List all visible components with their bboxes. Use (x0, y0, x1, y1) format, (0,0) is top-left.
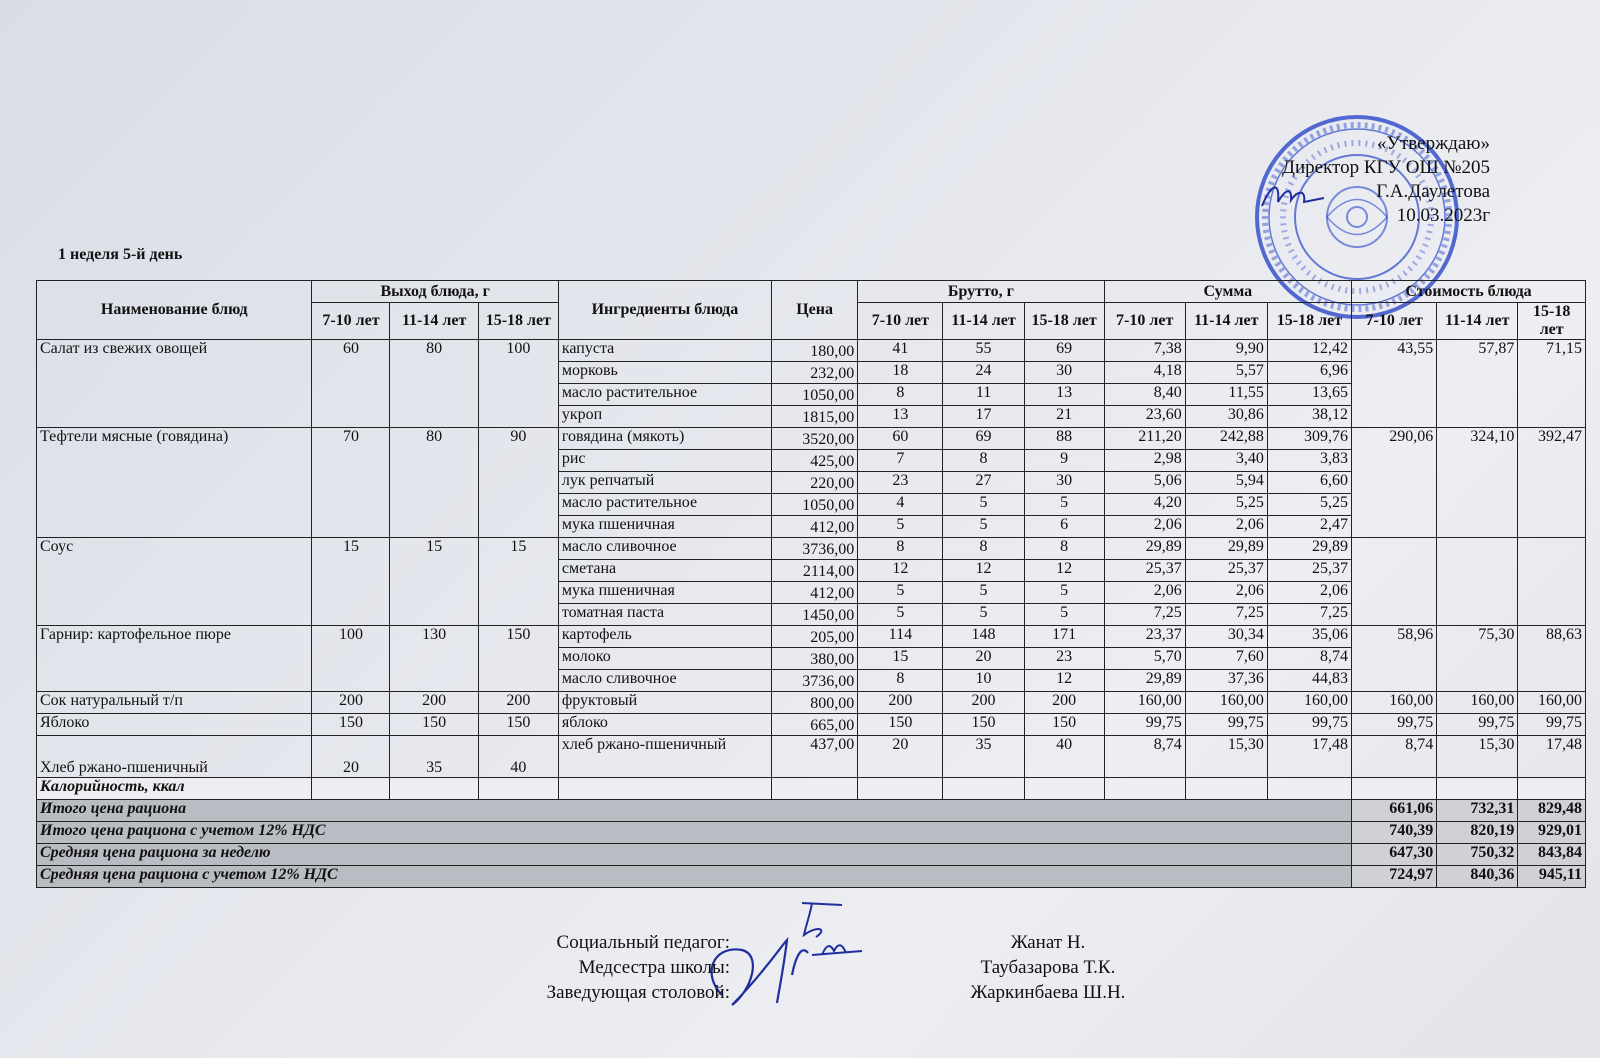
ingredient-gross: 5 (1024, 494, 1104, 516)
dish-name: Соус (37, 538, 312, 626)
role-school-nurse: Медсестра школы: (578, 957, 730, 978)
ingredient-gross: 21 (1024, 406, 1104, 428)
header-age-3: 15-18 лет (1267, 303, 1351, 340)
ingredient-name: масло сливочное (558, 538, 771, 560)
total-label: Итого цена рациона с учетом 12% НДС (37, 822, 1352, 844)
table-row (37, 538, 1586, 560)
ingredient-sum: 242,88 (1185, 428, 1267, 450)
ingredient-name: капуста (558, 340, 771, 362)
total-row (37, 800, 1586, 822)
ingredient-sum: 5,94 (1185, 472, 1267, 494)
ingredient-sum: 12,42 (1267, 340, 1351, 362)
ingredient-gross: 35 (943, 736, 1024, 778)
ingredient-sum: 44,83 (1267, 670, 1351, 692)
ingredient-gross: 5 (943, 494, 1024, 516)
ingredient-price: 1815,00 (771, 406, 857, 428)
calories-cell (1518, 778, 1586, 800)
dish-output: 20 (312, 736, 390, 778)
ingredient-sum: 29,89 (1185, 538, 1267, 560)
ingredient-gross: 5 (858, 516, 943, 538)
ingredient-name: укроп (558, 406, 771, 428)
ingredient-sum: 6,96 (1267, 362, 1351, 384)
ingredient-price: 1050,00 (771, 494, 857, 516)
header-age-1: 7-10 лет (1104, 303, 1185, 340)
ingredient-sum: 29,89 (1104, 538, 1185, 560)
approval-title: «Утверждаю» (1377, 133, 1490, 154)
header-age-2: 11-14 лет (943, 303, 1024, 340)
dish-output: 15 (478, 538, 558, 626)
ingredient-price: 2114,00 (771, 560, 857, 582)
dish-cost: 71,15 (1518, 340, 1586, 428)
total-value: 647,30 (1352, 844, 1437, 866)
ingredient-price: 3736,00 (771, 538, 857, 560)
ingredient-name: молоко (558, 648, 771, 670)
dish-output: 200 (478, 692, 558, 714)
ingredient-sum: 4,20 (1104, 494, 1185, 516)
dish-name: Сок натуральный т/п (37, 692, 312, 714)
dish-output: 15 (312, 538, 390, 626)
ingredient-sum: 3,83 (1267, 450, 1351, 472)
dish-output: 100 (478, 340, 558, 428)
ingredient-price: 412,00 (771, 582, 857, 604)
ingredient-sum: 23,37 (1104, 626, 1185, 648)
ingredient-sum: 5,57 (1185, 362, 1267, 384)
dish-cost: 43,55 (1352, 340, 1437, 428)
ingredient-sum: 160,00 (1185, 692, 1267, 714)
ingredient-gross: 17 (943, 406, 1024, 428)
dish-output: 15 (390, 538, 478, 626)
dish-cost: 17,48 (1518, 736, 1586, 778)
calories-cell (478, 778, 558, 800)
ingredient-sum: 7,38 (1104, 340, 1185, 362)
calories-cell (390, 778, 478, 800)
week-day-label: 1 неделя 5-й день (58, 246, 183, 263)
dish-output: 200 (390, 692, 478, 714)
dish-output: 90 (478, 428, 558, 538)
header-ingredients: Ингредиенты блюда (558, 281, 771, 340)
dish-name: Гарнир: картофельное пюре (37, 626, 312, 692)
ingredient-name: мука пшеничная (558, 516, 771, 538)
header-age-3: 15-18 лет (1518, 303, 1586, 340)
ingredient-gross: 24 (943, 362, 1024, 384)
ingredient-gross: 12 (1024, 670, 1104, 692)
dish-cost: 75,30 (1437, 626, 1518, 692)
dish-name: Салат из свежих овощей (37, 340, 312, 428)
table-row (37, 340, 1586, 362)
dish-output: 70 (312, 428, 390, 538)
ingredient-gross: 27 (943, 472, 1024, 494)
dish-cost: 160,00 (1518, 692, 1586, 714)
calories-cell (1024, 778, 1104, 800)
ingredient-gross: 7 (858, 450, 943, 472)
ingredient-price: 232,00 (771, 362, 857, 384)
menu-table (36, 280, 1586, 888)
ingredient-sum: 23,60 (1104, 406, 1185, 428)
dish-output: 130 (390, 626, 478, 692)
ingredient-gross: 20 (943, 648, 1024, 670)
ingredient-gross: 148 (943, 626, 1024, 648)
ingredient-gross: 200 (943, 692, 1024, 714)
ingredient-gross: 8 (858, 670, 943, 692)
ingredient-sum: 211,20 (1104, 428, 1185, 450)
ingredient-price: 800,00 (771, 692, 857, 714)
ingredient-gross: 13 (858, 406, 943, 428)
ingredient-gross: 55 (943, 340, 1024, 362)
header-age-1: 7-10 лет (1352, 303, 1437, 340)
dish-cost: 99,75 (1437, 714, 1518, 736)
ingredient-sum: 2,06 (1267, 582, 1351, 604)
ingredient-sum: 2,06 (1104, 516, 1185, 538)
director-signature-icon (1258, 178, 1328, 214)
total-row (37, 844, 1586, 866)
ingredient-gross: 12 (1024, 560, 1104, 582)
ingredient-sum: 5,70 (1104, 648, 1185, 670)
total-label: Средняя цена рациона с учетом 12% НДС (37, 866, 1352, 888)
ingredient-gross: 13 (1024, 384, 1104, 406)
header-cost: Стоимость блюда (1352, 281, 1586, 303)
ingredient-sum: 13,65 (1267, 384, 1351, 406)
total-value: 732,31 (1437, 800, 1518, 822)
total-value: 750,32 (1437, 844, 1518, 866)
ingredient-sum: 7,60 (1185, 648, 1267, 670)
ingredient-name: морковь (558, 362, 771, 384)
ingredient-gross: 5 (943, 516, 1024, 538)
dish-cost: 99,75 (1518, 714, 1586, 736)
calories-cell (1185, 778, 1267, 800)
dish-output: 150 (312, 714, 390, 736)
ingredient-gross: 20 (858, 736, 943, 778)
header-age-2: 11-14 лет (1437, 303, 1518, 340)
ingredient-gross: 30 (1024, 472, 1104, 494)
ingredient-gross: 150 (943, 714, 1024, 736)
ingredient-sum: 99,75 (1267, 714, 1351, 736)
ingredient-sum: 7,25 (1104, 604, 1185, 626)
dish-cost: 160,00 (1352, 692, 1437, 714)
name-school-nurse: Таубазарова Т.К. (980, 957, 1116, 978)
dish-output: 150 (390, 714, 478, 736)
ingredient-sum: 3,40 (1185, 450, 1267, 472)
total-label: Средняя цена рациона за неделю (37, 844, 1352, 866)
ingredient-sum: 2,47 (1267, 516, 1351, 538)
ingredient-gross: 5 (1024, 604, 1104, 626)
ingredient-gross: 11 (943, 384, 1024, 406)
ingredient-gross: 12 (943, 560, 1024, 582)
dish-cost: 99,75 (1352, 714, 1437, 736)
ingredient-gross: 6 (1024, 516, 1104, 538)
ingredient-gross: 200 (858, 692, 943, 714)
total-row (37, 866, 1586, 888)
header-output: Выход блюда, г (312, 281, 558, 303)
footer-names (938, 930, 1158, 1005)
total-value: 820,19 (1437, 822, 1518, 844)
ingredient-price: 412,00 (771, 516, 857, 538)
ingredient-price: 180,00 (771, 340, 857, 362)
total-value: 929,01 (1518, 822, 1586, 844)
header-age-3: 15-18 лет (1024, 303, 1104, 340)
dish-cost: 290,06 (1352, 428, 1437, 538)
ingredient-gross: 69 (1024, 340, 1104, 362)
table-row (37, 714, 1586, 736)
dish-cost (1437, 538, 1518, 626)
ingredient-gross: 171 (1024, 626, 1104, 648)
total-value: 724,97 (1352, 866, 1437, 888)
ingredient-sum: 160,00 (1104, 692, 1185, 714)
ingredient-sum: 29,89 (1104, 670, 1185, 692)
dish-output: 80 (390, 428, 478, 538)
ingredient-sum: 6,60 (1267, 472, 1351, 494)
calories-cell (771, 778, 857, 800)
ingredient-name: масло растительное (558, 494, 771, 516)
ingredient-gross: 10 (943, 670, 1024, 692)
approval-position: Директор КГУ ОШ №205 (1282, 157, 1490, 178)
ingredient-name: картофель (558, 626, 771, 648)
ingredient-gross: 69 (943, 428, 1024, 450)
ingredient-gross: 8 (1024, 538, 1104, 560)
header-age-2: 11-14 лет (1185, 303, 1267, 340)
ingredient-gross: 18 (858, 362, 943, 384)
ingredient-name: масло сливочное (558, 670, 771, 692)
dish-output: 100 (312, 626, 390, 692)
dish-output: 150 (478, 714, 558, 736)
calories-cell (312, 778, 390, 800)
table-row (37, 736, 1586, 778)
ingredient-gross: 5 (858, 604, 943, 626)
dish-cost: 15,30 (1437, 736, 1518, 778)
ingredient-name: лук репчатый (558, 472, 771, 494)
dish-cost: 57,87 (1437, 340, 1518, 428)
ingredient-name: мука пшеничная (558, 582, 771, 604)
header-sum: Сумма (1104, 281, 1351, 303)
ingredient-sum: 25,37 (1104, 560, 1185, 582)
table-row (37, 428, 1586, 450)
ingredient-price: 1450,00 (771, 604, 857, 626)
ingredient-sum: 17,48 (1267, 736, 1351, 778)
ingredient-gross: 60 (858, 428, 943, 450)
ingredient-gross: 30 (1024, 362, 1104, 384)
ingredient-gross: 23 (1024, 648, 1104, 670)
total-value: 740,39 (1352, 822, 1437, 844)
header-gross: Брутто, г (858, 281, 1104, 303)
ingredient-sum: 5,06 (1104, 472, 1185, 494)
ingredient-gross: 15 (858, 648, 943, 670)
ingredient-sum: 9,90 (1185, 340, 1267, 362)
total-value: 661,06 (1352, 800, 1437, 822)
ingredient-sum: 35,06 (1267, 626, 1351, 648)
ingredient-price: 3736,00 (771, 670, 857, 692)
dish-output: 60 (312, 340, 390, 428)
name-canteen-head: Жаркинбаева Ш.Н. (970, 982, 1126, 1003)
ingredient-gross: 41 (858, 340, 943, 362)
calories-row (37, 778, 1586, 800)
total-value: 840,36 (1437, 866, 1518, 888)
ingredient-gross: 8 (858, 538, 943, 560)
header-age-2: 11-14 лет (390, 303, 478, 340)
ingredient-price: 425,00 (771, 450, 857, 472)
header-age-1: 7-10 лет (312, 303, 390, 340)
calories-cell (943, 778, 1024, 800)
ingredient-name: масло растительное (558, 384, 771, 406)
ingredient-sum: 29,89 (1267, 538, 1351, 560)
ingredient-sum: 30,86 (1185, 406, 1267, 428)
ingredient-sum: 25,37 (1185, 560, 1267, 582)
footer-roles (460, 930, 730, 1005)
ingredient-name: хлеб ржано-пшеничный (558, 736, 771, 778)
total-value: 843,84 (1518, 844, 1586, 866)
ingredient-sum: 5,25 (1267, 494, 1351, 516)
dish-cost: 160,00 (1437, 692, 1518, 714)
ingredient-price: 220,00 (771, 472, 857, 494)
ingredient-gross: 5 (1024, 582, 1104, 604)
header-price: Цена (771, 281, 857, 340)
ingredient-sum: 2,06 (1104, 582, 1185, 604)
header-age-3: 15-18 лет (478, 303, 558, 340)
ingredient-gross: 200 (1024, 692, 1104, 714)
dish-cost: 88,63 (1518, 626, 1586, 692)
dish-output: 35 (390, 736, 478, 778)
dish-output: 40 (478, 736, 558, 778)
ingredient-sum: 37,36 (1185, 670, 1267, 692)
header-age-1: 7-10 лет (858, 303, 943, 340)
ingredient-gross: 8 (943, 450, 1024, 472)
approval-director-name: Г.А.Даулетова (1376, 181, 1490, 202)
ingredient-sum: 15,30 (1185, 736, 1267, 778)
total-value: 945,11 (1518, 866, 1586, 888)
ingredient-sum: 4,18 (1104, 362, 1185, 384)
ingredient-price: 205,00 (771, 626, 857, 648)
dish-name: Яблоко (37, 714, 312, 736)
table-row (37, 626, 1586, 648)
total-row (37, 822, 1586, 844)
ingredient-sum: 8,40 (1104, 384, 1185, 406)
calories-cell (858, 778, 943, 800)
dish-cost: 58,96 (1352, 626, 1437, 692)
ingredient-gross: 4 (858, 494, 943, 516)
approval-date: 10.03.2023г (1396, 205, 1490, 226)
ingredient-price: 1050,00 (771, 384, 857, 406)
total-value: 829,48 (1518, 800, 1586, 822)
ingredient-gross: 150 (858, 714, 943, 736)
calories-cell (558, 778, 771, 800)
ingredient-price: 3520,00 (771, 428, 857, 450)
ingredient-gross: 23 (858, 472, 943, 494)
ingredient-sum: 5,25 (1185, 494, 1267, 516)
ingredient-sum: 7,25 (1267, 604, 1351, 626)
calories-cell (1352, 778, 1437, 800)
ingredient-sum: 38,12 (1267, 406, 1351, 428)
dish-name: Тефтели мясные (говядина) (37, 428, 312, 538)
header-dish-name: Наименование блюд (37, 281, 312, 340)
ingredient-price: 665,00 (771, 714, 857, 736)
ingredient-gross: 5 (943, 604, 1024, 626)
dish-output: 200 (312, 692, 390, 714)
ingredient-gross: 5 (858, 582, 943, 604)
dish-cost (1352, 538, 1437, 626)
ingredient-gross: 114 (858, 626, 943, 648)
ingredient-sum: 7,25 (1185, 604, 1267, 626)
ingredient-sum: 2,06 (1185, 582, 1267, 604)
ingredient-gross: 5 (943, 582, 1024, 604)
role-canteen-head: Заведующая столовой: (546, 982, 730, 1003)
ingredient-name: томатная паста (558, 604, 771, 626)
ingredient-name: говядина (мякоть) (558, 428, 771, 450)
dish-output: 150 (478, 626, 558, 692)
ingredient-sum: 160,00 (1267, 692, 1351, 714)
ingredient-gross: 8 (858, 384, 943, 406)
calories-label: Калорийность, ккал (37, 778, 312, 800)
ingredient-sum: 8,74 (1104, 736, 1185, 778)
ingredient-sum: 30,34 (1185, 626, 1267, 648)
ingredient-sum: 309,76 (1267, 428, 1351, 450)
dish-cost: 8,74 (1352, 736, 1437, 778)
ingredient-sum: 8,74 (1267, 648, 1351, 670)
ingredient-gross: 8 (943, 538, 1024, 560)
role-social-pedagogue: Социальный педагог: (556, 932, 730, 953)
ingredient-price: 380,00 (771, 648, 857, 670)
ingredient-gross: 150 (1024, 714, 1104, 736)
table-row (37, 692, 1586, 714)
ingredient-gross: 88 (1024, 428, 1104, 450)
total-label: Итого цена рациона (37, 800, 1352, 822)
dish-cost (1518, 538, 1586, 626)
ingredient-sum: 2,98 (1104, 450, 1185, 472)
dish-cost: 392,47 (1518, 428, 1586, 538)
ingredient-gross: 12 (858, 560, 943, 582)
ingredient-sum: 25,37 (1267, 560, 1351, 582)
dish-output: 80 (390, 340, 478, 428)
ingredient-name: рис (558, 450, 771, 472)
calories-cell (1437, 778, 1518, 800)
ingredient-name: фруктовый (558, 692, 771, 714)
dish-cost: 324,10 (1437, 428, 1518, 538)
dish-name: Хлеб ржано-пшеничный (37, 736, 312, 778)
ingredient-gross: 9 (1024, 450, 1104, 472)
ingredient-name: сметана (558, 560, 771, 582)
ingredient-sum: 99,75 (1104, 714, 1185, 736)
name-social-pedagogue: Жанат Н. (1010, 932, 1086, 953)
ingredient-sum: 2,06 (1185, 516, 1267, 538)
ingredient-name: яблоко (558, 714, 771, 736)
ingredient-gross: 40 (1024, 736, 1104, 778)
calories-cell (1267, 778, 1351, 800)
ingredient-sum: 99,75 (1185, 714, 1267, 736)
calories-cell (1104, 778, 1185, 800)
ingredient-sum: 11,55 (1185, 384, 1267, 406)
ingredient-price: 437,00 (771, 736, 857, 778)
